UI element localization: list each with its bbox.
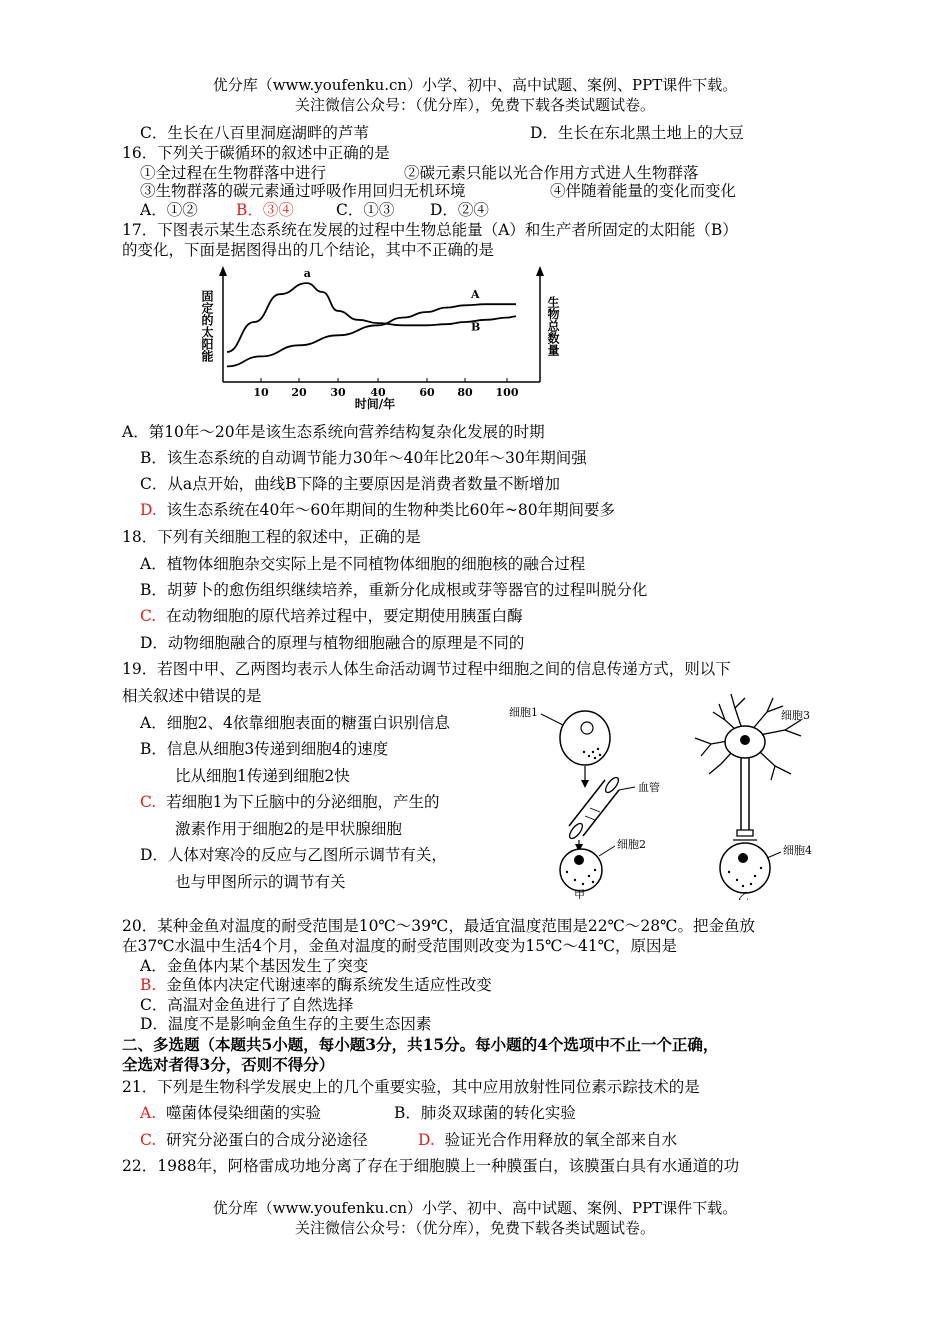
q18-option-c [140,604,523,626]
q19-option-d-line-1: D．人体对寒冷的反应与乙图所示调节有关， [140,846,447,864]
q17-option-d [140,498,615,520]
footer-line-2: 关注微信公众号：（优分库），免费下载各类试题试卷。 [294,1219,655,1237]
q19-option-c-line-2: 激素作用于细胞2的是甲状腺细胞 [175,820,402,838]
q15-option-c: C．生长在八百里洞庭湖畔的芦苇 [140,124,369,142]
figure-yi [695,694,812,900]
q20-stem-line-2: 在37℃水温中生活4个月，金鱼对温度的耐受范围则改变为15℃～41℃，原因是 [122,937,678,955]
q17-stem-line-1: 17．下图表示某生态系统在发展的过程中生物总能量（A）和生产者所固定的太阳能（B） [122,221,738,239]
q16-statement-3: ③生物群落的碳元素通过呼吸作用回归无机环境 [140,182,466,200]
section2-heading-line-2: 全选对者得3分，否则不得分） [122,1055,335,1074]
x-tick-label-30: 30 [330,386,346,399]
figure-jia-label: 甲 [574,888,585,900]
q17-stem-line-2: 的变化，下面是据图得出的几个结论，其中不正确的是 [122,241,495,259]
q18-option-d: D．动物细胞融合的原理与植物细胞融合的原理是不同的 [140,634,525,652]
vessel-label: 血管 [638,781,660,794]
cell3-nucleus [740,735,750,745]
q16-option-b: B．③④ [236,201,294,219]
q18-stem: 18．下列有关细胞工程的叙述中，正确的是 [122,528,421,546]
q19-option-b-line-2: 比从细胞1传递到细胞2快 [175,767,350,785]
q21-option-a-text: 噬菌体侵染细菌的实验 [165,1104,321,1122]
q18-option-c-text: 在动物细胞的原代培养过程中，要定期使用胰蛋白酶 [166,607,523,625]
q18-option-c-letter: C. [140,607,157,625]
figure-yi-label: 乙 [738,890,749,900]
x-tick-label-20: 20 [291,386,307,399]
cell2-label: 细胞2 [617,838,646,851]
q21-option-d-text: 验证光合作用释放的氧全部来自水 [444,1131,678,1149]
cell1-nucleus [581,722,593,734]
series-A-label: A [471,288,480,302]
q20-option-d: D．温度不是影响金鱼生存的主要生态因素 [140,1015,432,1033]
right-axis-arrow-icon [536,266,544,276]
header-line-2: 关注微信公众号：（优分库），免费下载各类试题试卷。 [294,96,655,114]
x-tick-label-10: 10 [253,386,269,399]
series-B-label: B [471,320,481,334]
q21-option-b: B．肺炎双球菌的转化实验 [394,1104,576,1122]
q19-option-c-letter: C. [140,793,157,811]
header-line-1: 优分库（www.youfenku.cn）小学、初中、高中试题、案例、PPT课件下载。 [212,76,738,94]
q19-stem-line-2: 相关叙述中错误的是 [122,687,262,705]
blood-vessel [567,775,620,840]
q17-option-a: A．第10年～20年是该生态系统向营养结构复杂化发展的时期 [122,423,545,441]
q21-option-d [418,1128,677,1150]
cell4-label: 细胞4 [783,844,812,857]
q21-option-c-letter: C. [140,1131,157,1149]
synapse-terminal [737,830,753,836]
x-tick-label-60: 60 [419,386,435,399]
q21-option-c [140,1128,368,1150]
q21-option-d-letter: D. [418,1131,435,1149]
q18-option-b: B．胡萝卜的愈伤组织继续培养，重新分化成根或芽等器官的过程叫脱分化 [140,581,648,599]
cell3-label: 细胞3 [781,709,810,722]
q21-option-c-text: 研究分泌蛋白的合成分泌途径 [166,1131,368,1149]
q21-stem: 21．下列是生物科学发展史上的几个重要实验，其中应用放射性同位素示踪技术的是 [122,1078,700,1096]
q19-stem-line-1: 19．若图中甲、乙两图均表示人体生命活动调节过程中细胞之间的信息传递方式，则以下 [122,660,731,678]
q16-option-c: C．①③ [336,201,395,219]
x-tick-label-100: 100 [495,386,519,399]
q16-statement-4: ④伴随着能量的变化而变化 [550,182,737,200]
q18-option-a: A．植物体细胞杂交实际上是不同植物体细胞的细胞核的融合过程 [140,555,586,573]
section2-heading-line-1: 二、多选题（本题共5小题，每小题3分，共15分。每小题的4个选项中不止一个正确， [122,1035,719,1054]
q16-statement-2: ②碳元素只能以光合作用方式进人生物群落 [404,164,699,182]
q17-option-c: C．从a点开始，曲线B下降的主要原因是消费者数量不断增加 [140,475,560,493]
q19-cell-signaling-figure [505,690,845,900]
figure-jia [509,706,660,900]
series-A-line [227,304,516,366]
q17-option-d-text: 该生态系统在40年～60年期间的生物种类比60年~80年期间要多 [166,501,616,519]
q20-option-b-text: 金鱼体内决定代谢速率的酶系统发生适应性改变 [166,976,492,994]
q17-option-d-letter: D. [140,501,157,519]
cell4-shape [720,843,770,893]
cell1-shape [560,711,610,765]
q22-stem: 22．1988年，阿格雷成功地分离了存在于细胞膜上一种膜蛋白，该膜蛋白具有水通道的功 [122,1157,740,1175]
left-y-axis-label: 固定的太阳能 [200,290,214,362]
q17-line-chart [195,260,570,415]
right-y-axis-label: 生物总数量 [546,296,560,356]
q19-option-c-line-1 [140,790,439,812]
q20-option-b [140,973,492,995]
q20-option-a: A．金鱼体内某个基因发生了突变 [140,957,369,975]
q19-option-a: A．细胞2、4依靠细胞表面的糖蛋白识别信息 [140,714,450,732]
cell2-nucleus [574,855,584,865]
x-tick-label-40: 40 [370,386,386,399]
q21-option-a-letter: A. [140,1104,157,1122]
q19-option-d-line-2: 也与甲图所示的调节有关 [175,873,346,891]
q19-option-c-text: 若细胞1为下丘脑中的分泌细胞，产生的 [166,793,440,811]
left-axis-arrow-icon [219,266,227,276]
q17-option-b: B．该生态系统的自动调节能力30年～40年比20年～30年期间强 [140,449,587,467]
q20-option-b-letter: B. [140,976,157,994]
q16-option-d: D．②④ [430,201,489,219]
q16-option-a: A．①② [140,201,198,219]
peak-a-label: a [303,267,311,281]
q19-option-b-line-1: B．信息从细胞3传递到细胞4的速度 [140,740,389,758]
x-tick-label-80: 80 [457,386,473,399]
q21-option-a [140,1101,321,1123]
q16-statement-1: ①全过程在生物群落中进行 [140,164,327,182]
q16-stem: 16．下列关于碳循环的叙述中正确的是 [122,144,390,162]
q20-stem-line-1: 20．某种金鱼对温度的耐受范围是10℃～39℃，最适宜温度范围是22℃～28℃。把金鱼放 [122,917,755,935]
x-axis-label: 时间/年 [354,397,396,411]
q20-option-c: C．高温对金鱼进行了自然选择 [140,996,354,1014]
q15-option-d: D．生长在东北黑土地上的大豆 [530,124,744,142]
footer-line-1: 优分库（www.youfenku.cn）小学、初中、高中试题、案例、PPT课件下载。 [212,1199,738,1217]
cell1-label: 细胞1 [509,706,538,719]
cell4-nucleus [738,853,748,863]
